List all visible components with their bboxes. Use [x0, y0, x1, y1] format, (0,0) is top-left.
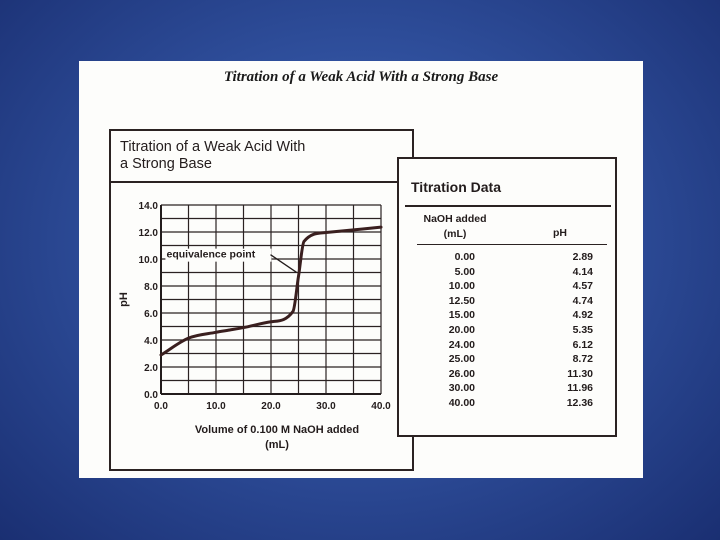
titration-chart [111, 131, 412, 469]
column-header-ph: pH [553, 227, 567, 239]
y-tick-label: 6.0 [144, 309, 158, 320]
y-tick-label: 0.0 [144, 390, 158, 401]
cell-naoh: 40.00 [448, 396, 475, 409]
cell-naoh: 25.00 [448, 353, 475, 366]
table-row [399, 397, 615, 412]
y-tick-label: 4.0 [144, 336, 158, 347]
table-title: Titration Data [411, 179, 501, 195]
table-header-rule [417, 244, 607, 245]
titration-data-table [397, 157, 617, 437]
cell-naoh: 20.00 [448, 323, 475, 336]
cell-ph: 4.92 [572, 309, 593, 322]
cell-ph: 6.12 [572, 338, 593, 351]
table-row [399, 280, 615, 295]
equivalence-point-label: equivalence point [166, 248, 256, 261]
cell-naoh: 24.00 [448, 338, 475, 351]
cell-ph: 4.57 [572, 280, 593, 293]
table-row [399, 382, 615, 397]
cell-ph: 8.72 [572, 353, 593, 366]
column-header-naoh-line-2: (mL) [443, 228, 467, 240]
x-tick-label: 40.0 [371, 401, 391, 412]
slide-title: Titration of a Weak Acid With a Strong Base [223, 69, 499, 85]
table-row [399, 353, 615, 368]
cell-ph: 2.89 [572, 251, 593, 263]
y-tick-label: 2.0 [144, 363, 158, 374]
x-axis-label-line-1: Volume of 0.100 M NaOH added [194, 424, 360, 436]
cell-ph: 4.14 [572, 265, 593, 278]
x-tick-label: 30.0 [316, 401, 336, 412]
table-row [399, 368, 615, 383]
column-header-naoh-line-1: NaOH added [423, 213, 487, 225]
cell-ph: 4.74 [572, 294, 593, 307]
cell-ph: 11.96 [567, 382, 593, 395]
x-tick-label: 10.0 [206, 401, 226, 412]
cell-naoh: 26.00 [448, 367, 475, 380]
table-row [399, 309, 615, 324]
graph-title-line-2: a Strong Base [120, 156, 212, 172]
column-header-naoh [417, 212, 493, 242]
y-tick-label: 8.0 [144, 282, 158, 293]
cell-naoh: 5.00 [454, 265, 475, 278]
graph-title-line-1: Titration of a Weak Acid With [120, 139, 306, 155]
x-axis-label-line-2: (mL) [265, 439, 289, 451]
slide-panel [79, 61, 643, 478]
cell-naoh: 10.00 [448, 280, 475, 293]
table-row [399, 251, 615, 266]
cell-naoh: 0.00 [454, 251, 475, 263]
y-tick-label: 14.0 [138, 201, 158, 212]
table-row [399, 266, 615, 281]
table-title-rule [405, 205, 611, 207]
cell-ph: 11.30 [567, 367, 593, 380]
y-tick-label: 10.0 [138, 255, 158, 266]
x-tick-label: 20.0 [261, 401, 281, 412]
x-tick-label: 0.0 [154, 401, 168, 412]
annotation-leader-line [271, 255, 297, 273]
cell-ph: 5.35 [572, 323, 593, 336]
cell-naoh: 15.00 [448, 309, 475, 322]
cell-naoh: 12.50 [448, 294, 475, 307]
table-row [399, 295, 615, 310]
cell-naoh: 30.00 [448, 382, 475, 395]
table-row [399, 339, 615, 354]
cell-ph: 12.36 [566, 396, 593, 409]
y-tick-label: 12.0 [138, 228, 158, 239]
graph-panel [109, 129, 414, 471]
table-body [399, 251, 615, 412]
y-axis-label: pH [118, 292, 130, 307]
table-row [399, 324, 615, 339]
